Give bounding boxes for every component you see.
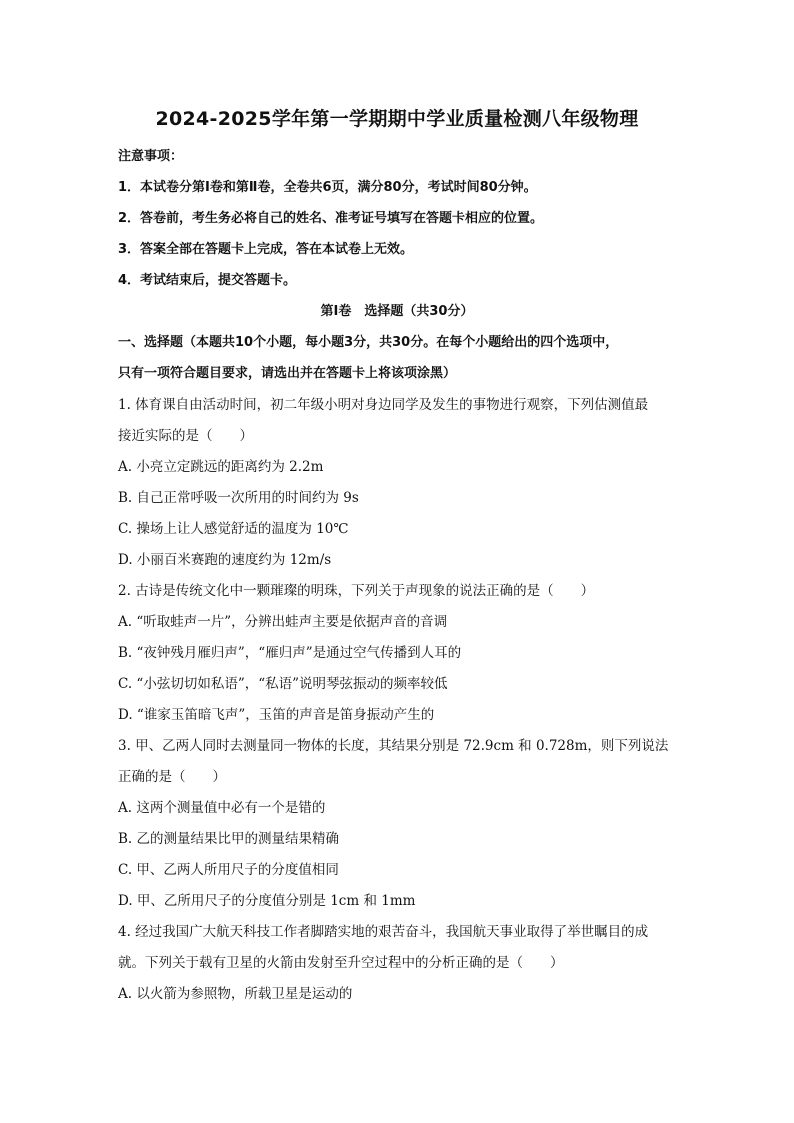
question-2-option-c: C. “小弦切切如私语”，“私语”说明琴弦振动的频率较低 [118,676,448,692]
question-3-option-d: D. 甲、乙所用尺子的分度值分别是 1cm 和 1mm [118,893,416,909]
question-1-option-c: C. 操场上让人感觉舒适的温度为 10℃ [118,521,349,537]
question-1-stem-line-2: 接近实际的是（ ） [118,428,253,444]
question-4-stem-line-2: 就。下列关于载有卫星的火箭由发射至升空过程中的分析正确的是（ ） [118,955,564,971]
question-1-option-d: D. 小丽百米赛跑的速度约为 12m/s [118,552,332,568]
question-1-option-b: B. 自己正常呼吸一次所用的时间约为 9s [118,490,359,506]
question-3-option-c: C. 甲、乙两人所用尺子的分度值相同 [118,862,339,878]
exam-title: 2024-2025学年第一学期期中学业质量检测八年级物理 [155,108,639,130]
question-4-stem-line-1: 4. 经过我国广大航天科技工作者脚踏实地的艰苦奋斗，我国航天事业取得了举世瞩目的成 [118,924,649,940]
question-2-option-d: D. “谁家玉笛暗飞声”，玉笛的声音是笛身振动产生的 [118,707,435,723]
part-one-instructions-line-1: 一、选择题（本题共10个小题，每小题3分，共30分。在每个小题给出的四个选项中， [118,335,619,350]
notice-item-4: 4．考试结束后，提交答题卡。 [118,273,297,288]
question-4-option-a: A. 以火箭为参照物，所载卫星是运动的 [118,986,353,1002]
notice-item-2: 2．答卷前，考生务必将自己的姓名、准考证号填写在答题卡相应的位置。 [118,211,544,226]
notice-item-3: 3．答案全部在答题卡上完成，答在本试卷上无效。 [118,242,414,257]
notice-item-1: 1．本试卷分第Ⅰ卷和第Ⅱ卷，全卷共6页，满分80分，考试时间80分钟。 [118,180,537,195]
question-2-stem-line-1: 2. 古诗是传统文化中一颗璀璨的明珠，下列关于声现象的说法正确的是（ ） [118,583,595,599]
notice-heading: 注意事项： [118,149,184,164]
question-1-stem-line-1: 1. 体育课自由活动时间，初二年级小明对身边同学及发生的事物进行观察，下列估测值最 [118,397,649,413]
section-title: 第Ⅰ卷 选择题（共30分） [320,304,474,319]
question-2-option-b: B. “夜钟残月雁归声”，“雁归声”是通过空气传播到人耳的 [118,645,462,661]
question-3-option-a: A. 这两个测量值中必有一个是错的 [118,800,326,816]
question-3-option-b: B. 乙的测量结果比甲的测量结果精确 [118,831,340,847]
question-1-option-a: A. 小亮立定跳远的距离约为 2.2m [118,459,324,475]
question-3-stem-line-2: 正确的是（ ） [118,769,226,785]
question-2-option-a: A. “听取蛙声一片”，分辨出蛙声主要是依据声音的音调 [118,614,448,630]
part-one-instructions-line-2: 只有一项符合题目要求，请选出并在答题卡上将该项涂黑） [118,366,457,381]
question-3-stem-line-1: 3. 甲、乙两人同时去测量同一物体的长度，其结果分别是 72.9cm 和 0.728m，则下列说法 [118,738,669,754]
